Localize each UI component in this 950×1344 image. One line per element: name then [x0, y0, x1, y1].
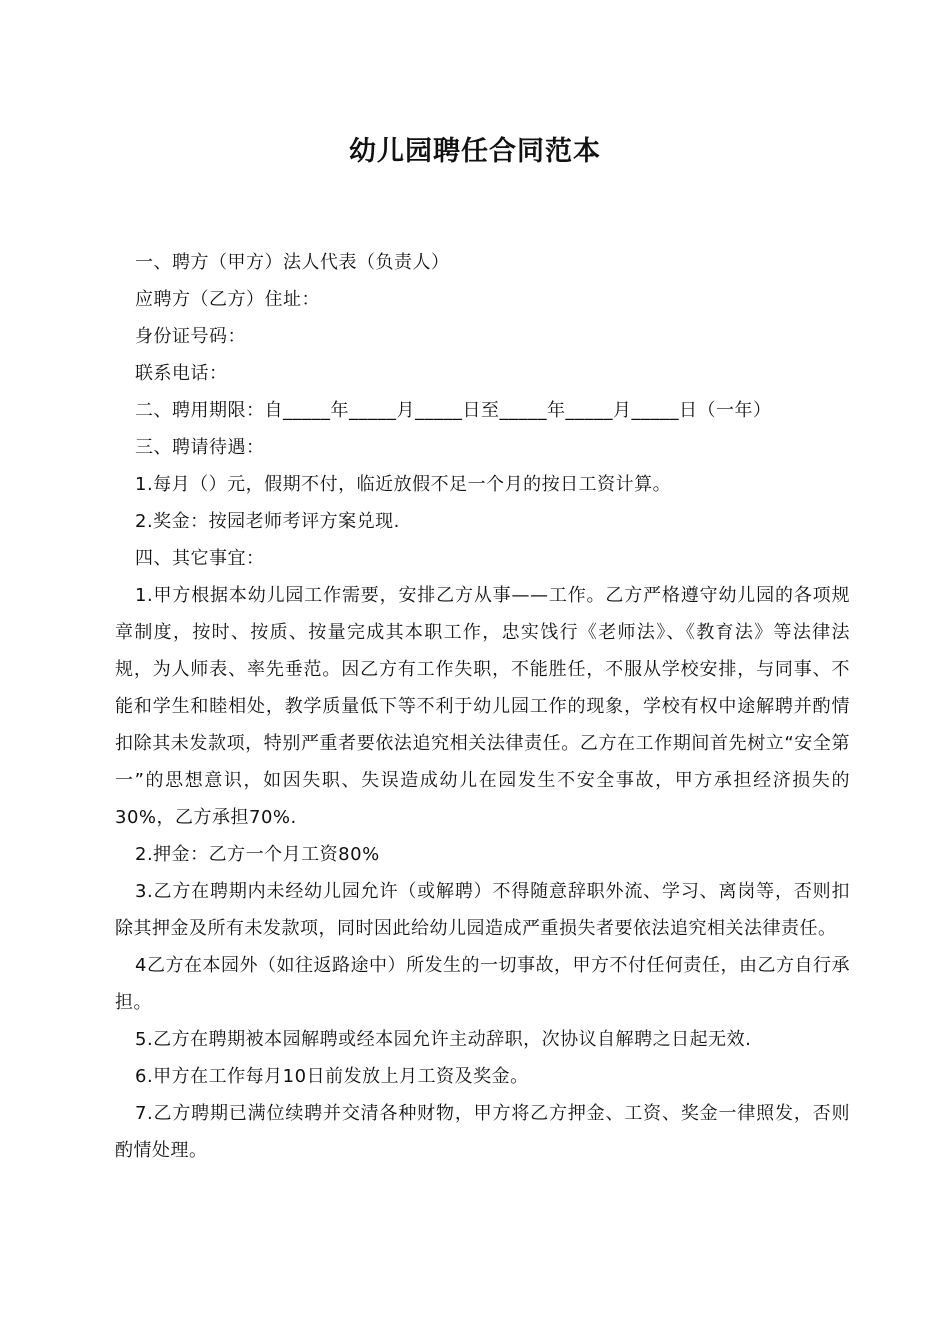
term-line: 二、聘用期限：自_____年_____月_____日至_____年_____月_____日（一年） [135, 400, 772, 421]
id-number-line: 身份证号码： [135, 326, 246, 347]
clause-7: 7.乙方聘期已满位续聘并交清各种财物，甲方将乙方押金、工资、奖金一律照发，否则酌情处理。 [115, 1103, 850, 1161]
document-title: 幼儿园聘任合同范本 [349, 136, 601, 167]
clause-1: 1.甲方根据本幼儿园工作需要，安排乙方从事——工作。乙方严格遵守幼儿园的各项规章制度，按时、按质、按量完成其本职工作，忠实饯行《老师法》、《教育法》等法律法规，为人师表、率先垂范。因乙方有工作失职，不能胜任，不服从学校安排，与同事、不能和学生和睦相处，教学质量低下等不利于幼儿园工作的现象，学校有权中途解聘并酌情扣除其未发款项，特别严重者要依法追究相关法律责任。乙方在工作期间首先树立“安全第一”的思想意识，如因失职、失误造成幼儿在园发生不安全事故，甲方承担经济损失的30%，乙方承担70%. [115, 585, 850, 828]
clause-5: 5.乙方在聘期被本园解聘或经本园允许主动辞职，次协议自解聘之日起无效. [135, 1029, 752, 1050]
clause-2: 2.押金：乙方一个月工资80% [135, 844, 380, 865]
clause-4: 4乙方在本园外（如往返路途中）所发生的一切事故，甲方不付任何责任，由乙方自行承担。 [115, 955, 850, 1013]
document-body [115, 244, 850, 1169]
compensation-heading: 三、聘请待遇： [135, 437, 265, 458]
clause-6: 6.甲方在工作每月10日前发放上月工资及奖金。 [135, 1066, 529, 1087]
party-b-address-line: 应聘方（乙方）住址： [135, 289, 320, 310]
party-a-line: 一、聘方（甲方）法人代表（负责人） [135, 252, 450, 273]
other-matters-heading: 四、其它事宜： [135, 548, 265, 569]
phone-line: 联系电话： [135, 363, 228, 384]
clause-3: 3.乙方在聘期内未经幼儿园允许（或解聘）不得随意辞职外流、学习、离岗等，否则扣除其押金及所有未发款项，同时因此给幼儿园造成严重损失者要依法追究相关法律责任。 [115, 881, 850, 939]
bonus-clause: 2.奖金：按园老师考评方案兑现. [135, 511, 400, 532]
salary-clause: 1.每月（）元，假期不付，临近放假不足一个月的按日工资计算。 [135, 474, 672, 495]
